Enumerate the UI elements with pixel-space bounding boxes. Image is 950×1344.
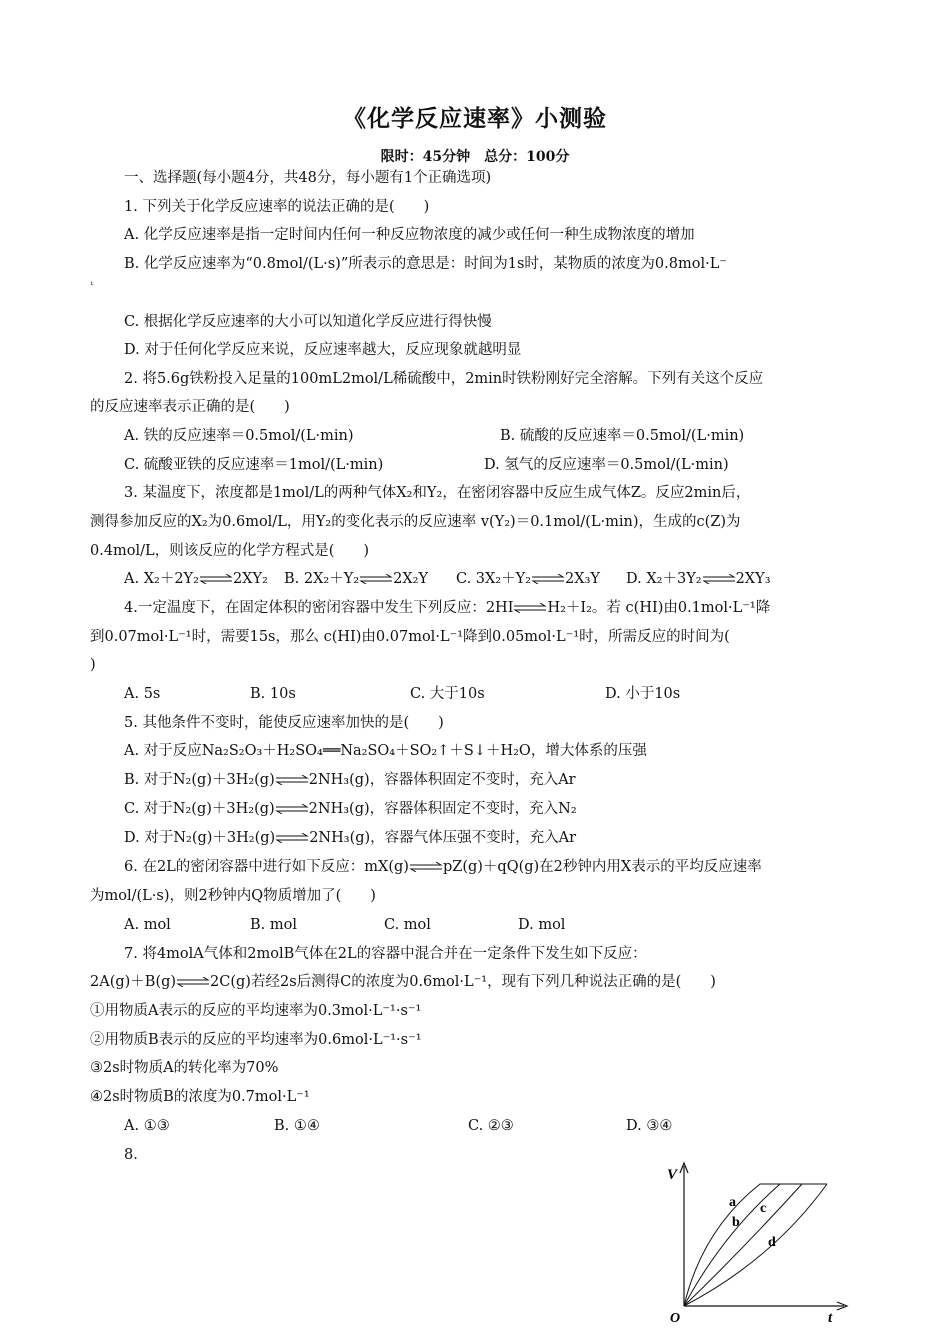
q7-stem-line2: 2A(g)＋B(g) 2C(g)若经2s后测得C的浓度为0.6mol·L⁻¹，现有下列几种说法正确的是( )	[90, 974, 716, 990]
origin-label: O	[670, 1311, 681, 1324]
q4-stem-line3: )	[90, 657, 96, 673]
q4-option-d: D. 小于10s	[605, 686, 681, 702]
reversible-arrow-icon	[176, 977, 210, 987]
q6-option-d: D. mol	[518, 917, 566, 933]
reversible-arrow-icon	[409, 862, 443, 872]
page-title: 《化学反应速率》小测验	[343, 105, 607, 132]
q4-option-c: C. 大于10s	[410, 686, 485, 702]
q1-option-b-wrap: ¹	[90, 281, 94, 291]
q1-option-a: A. 化学反应速率是指一定时间内任何一种反应物浓度的减少或任何一种生成物浓度的增加	[124, 227, 695, 243]
q2-option-d: D. 氢气的反应速率＝0.5mol/(L·min)	[484, 457, 729, 473]
q2-stem-line2: 的反应速率表示正确的是( )	[90, 399, 290, 415]
rate-time-graph	[662, 1160, 852, 1324]
reversible-arrow-icon	[702, 574, 736, 584]
q6-option-a: A. mol	[124, 917, 171, 933]
curve-d	[684, 1184, 827, 1306]
reversible-arrow-icon	[275, 833, 309, 843]
q1-option-d: D. 对于任何化学反应来说，反应速率越大，反应现象就越明显	[124, 342, 522, 358]
reversible-arrow-icon	[513, 603, 547, 613]
q6-stem-line1: 6. 在2L的密闭容器中进行如下反应：mX(g) pZ(g)＋qQ(g)在2秒钟内用X表示的平均反应速率	[124, 859, 762, 875]
y-axis	[680, 1163, 688, 1306]
q3-option-a: A. X₂＋2Y₂ 2XY₂	[124, 571, 268, 587]
q7-stem-line1: 7. 将4molA气体和2molB气体在2L的容器中混合并在一定条件下发生如下反应：	[124, 946, 647, 962]
reversible-arrow-icon	[275, 804, 309, 814]
q3-option-b: B. 2X₂＋Y₂ 2X₂Y	[284, 571, 429, 587]
q3-option-d: D. X₂＋3Y₂ 2XY₃	[626, 571, 771, 587]
q3-option-c: C. 3X₂＋Y₂ 2X₃Y	[456, 571, 600, 587]
q7-statement-1: ①用物质A表示的反应的平均速率为0.3mol·L⁻¹·s⁻¹	[90, 1003, 422, 1019]
q6-option-c: C. mol	[384, 917, 431, 933]
q2-option-b: B. 硫酸的反应速率＝0.5mol/(L·min)	[500, 428, 745, 444]
q1-option-c: C. 根据化学反应速率的大小可以知道化学反应进行得快慢	[124, 314, 492, 330]
q3-stem-line3: 0.4mol/L，则该反应的化学方程式是( )	[90, 543, 370, 559]
q2-option-a: A. 铁的反应速率＝0.5mol/(L·min)	[124, 428, 354, 444]
curve-a	[684, 1184, 827, 1306]
curve-label-d: d	[768, 1235, 776, 1250]
q5-stem: 5. 其他条件不变时，能使反应速率加快的是( )	[124, 715, 444, 731]
q3-stem-line2: 测得参加反应的X₂为0.6mol/L，用Y₂的变化表示的反应速率 v(Y₂)＝0.1mol/(L·min)，生成的c(Z)为	[90, 514, 741, 530]
q1-stem: 1. 下列关于化学反应速率的说法正确的是( )	[124, 199, 430, 215]
curve-label-c: c	[760, 1201, 767, 1216]
q4-option-b: B. 10s	[250, 686, 296, 702]
q5-option-d: D. 对于N₂(g)＋3H₂(g) 2NH₃(g)，容器气体压强不变时，充入Ar	[124, 830, 577, 846]
q7-option-d: D. ③④	[626, 1118, 673, 1134]
curve-label-a: a	[729, 1195, 736, 1210]
reversible-arrow-icon	[275, 775, 309, 785]
q7-option-a: A. ①③	[124, 1118, 170, 1134]
q2-stem-line1: 2. 将5.6g铁粉投入足量的100mL2mol/L稀硫酸中，2min时铁粉刚好完全溶解。下列有关这个反应	[124, 371, 764, 387]
q1-option-b: B. 化学反应速率为“0.8mol/(L·s)”所表示的意思是：时间为1s时，某物质的浓度为0.8mol·L⁻	[124, 256, 727, 272]
q5-option-b: B. 对于N₂(g)＋3H₂(g) 2NH₃(g)，容器体积固定不变时，充入Ar	[124, 772, 576, 788]
q4-stem-line2: 到0.07mol·L⁻¹时，需要15s，那么 c(HI)由0.07mol·L⁻¹降到0.05mol·L⁻¹时，所需反应的时间为(	[90, 629, 730, 645]
section-heading: 一、选择题(每小题4分，共48分，每小题有1个正确选项)	[124, 170, 492, 186]
q8-number: 8.	[124, 1147, 138, 1163]
q5-option-a: A. 对于反应Na₂S₂O₃＋H₂SO₄══Na₂SO₄＋SO₂↑＋S↓＋H₂O，增大体系的压强	[124, 743, 647, 759]
y-axis-label: V	[667, 1167, 678, 1183]
x-axis	[684, 1302, 847, 1310]
q7-statement-2: ②用物质B表示的反应的平均速率为0.6mol·L⁻¹·s⁻¹	[90, 1032, 422, 1048]
q7-option-b: B. ①④	[274, 1118, 320, 1134]
reversible-arrow-icon	[359, 574, 393, 584]
reversible-arrow-icon	[199, 574, 233, 584]
curve-label-b: b	[732, 1215, 740, 1230]
q2-option-c: C. 硫酸亚铁的反应速率＝1mol/(L·min)	[124, 457, 384, 473]
q6-stem-line2: 为mol/(L·s)，则2秒钟内Q物质增加了( )	[90, 888, 376, 904]
q7-statement-3: ③2s时物质A的转化率为70%	[90, 1060, 279, 1076]
q7-statement-4: ④2s时物质B的浓度为0.7mol·L⁻¹	[90, 1089, 310, 1105]
q4-option-a: A. 5s	[124, 686, 161, 702]
q7-option-c: C. ②③	[468, 1118, 514, 1134]
q4-stem-line1: 4.一定温度下，在固定体积的密闭容器中发生下列反应：2HI H₂＋I₂。若 c(HI)由0.1mol·L⁻¹降	[124, 600, 771, 616]
q6-option-b: B. mol	[250, 917, 297, 933]
x-axis-label: t	[828, 1310, 833, 1324]
reversible-arrow-icon	[531, 574, 565, 584]
curve-c	[684, 1184, 802, 1306]
q3-stem-line1: 3. 某温度下，浓度都是1mol/L的两种气体X₂和Y₂，在密闭容器中反应生成气体Z。反应2min后，	[124, 485, 751, 501]
time-and-score: 限时：45分钟 总分：100分	[380, 149, 570, 165]
q5-option-c: C. 对于N₂(g)＋3H₂(g) 2NH₃(g)，容器体积固定不变时，充入N₂	[124, 801, 577, 817]
